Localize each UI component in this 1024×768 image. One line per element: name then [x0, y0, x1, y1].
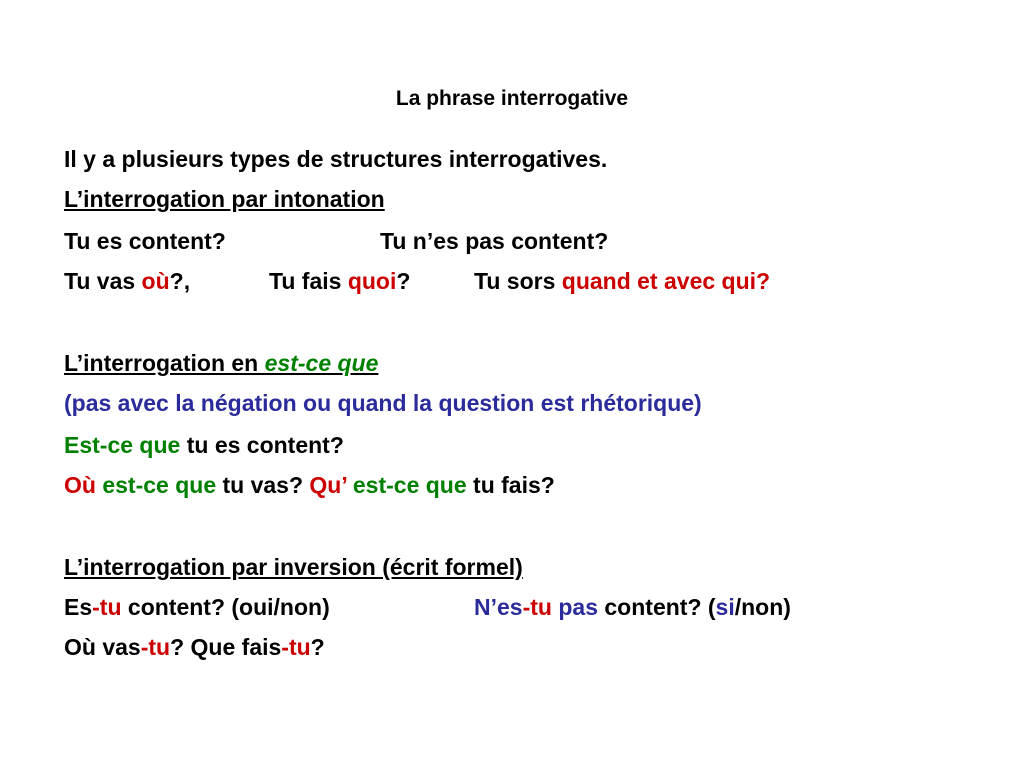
- intro-line: Il y a plusieurs types de structures interrogatives.: [64, 146, 608, 172]
- intonation-example-quand: Tu sors quand et avec qui?: [474, 268, 771, 294]
- est-ce-que-note: (pas avec la négation ou quand la question est rhétorique): [64, 390, 702, 416]
- section-inversion-heading: L’interrogation par inversion (écrit formel): [64, 554, 523, 580]
- intonation-example-row-2: [64, 266, 964, 296]
- slide-title: La phrase interrogative: [395, 87, 629, 110]
- intonation-example-quoi: Tu fais quoi?: [269, 268, 411, 294]
- section-intonation-heading: L’interrogation par intonation: [64, 186, 385, 212]
- inversion-example-positive: Es-tu content? (oui/non): [64, 594, 330, 620]
- section-est-ce-que-heading: L’interrogation en est-ce que: [64, 350, 379, 376]
- est-ce-que-example-2: Où est-ce que tu vas? Qu’ est-ce que tu fais?: [64, 472, 555, 498]
- inversion-example-row-2: Où vas-tu? Que fais-tu?: [64, 634, 325, 660]
- est-ce-que-example-1: Est-ce que tu es content?: [64, 432, 344, 458]
- intonation-example-negative: Tu n’es pas content?: [380, 228, 609, 254]
- intonation-example-row-1: [64, 226, 964, 256]
- intonation-example-positive: Tu es content?: [64, 228, 226, 254]
- inversion-example-row-1: [64, 592, 964, 622]
- inversion-example-negative: N’es-tu pas content? (si/non): [474, 594, 791, 620]
- intonation-example-ou: Tu vas où?,: [64, 268, 191, 294]
